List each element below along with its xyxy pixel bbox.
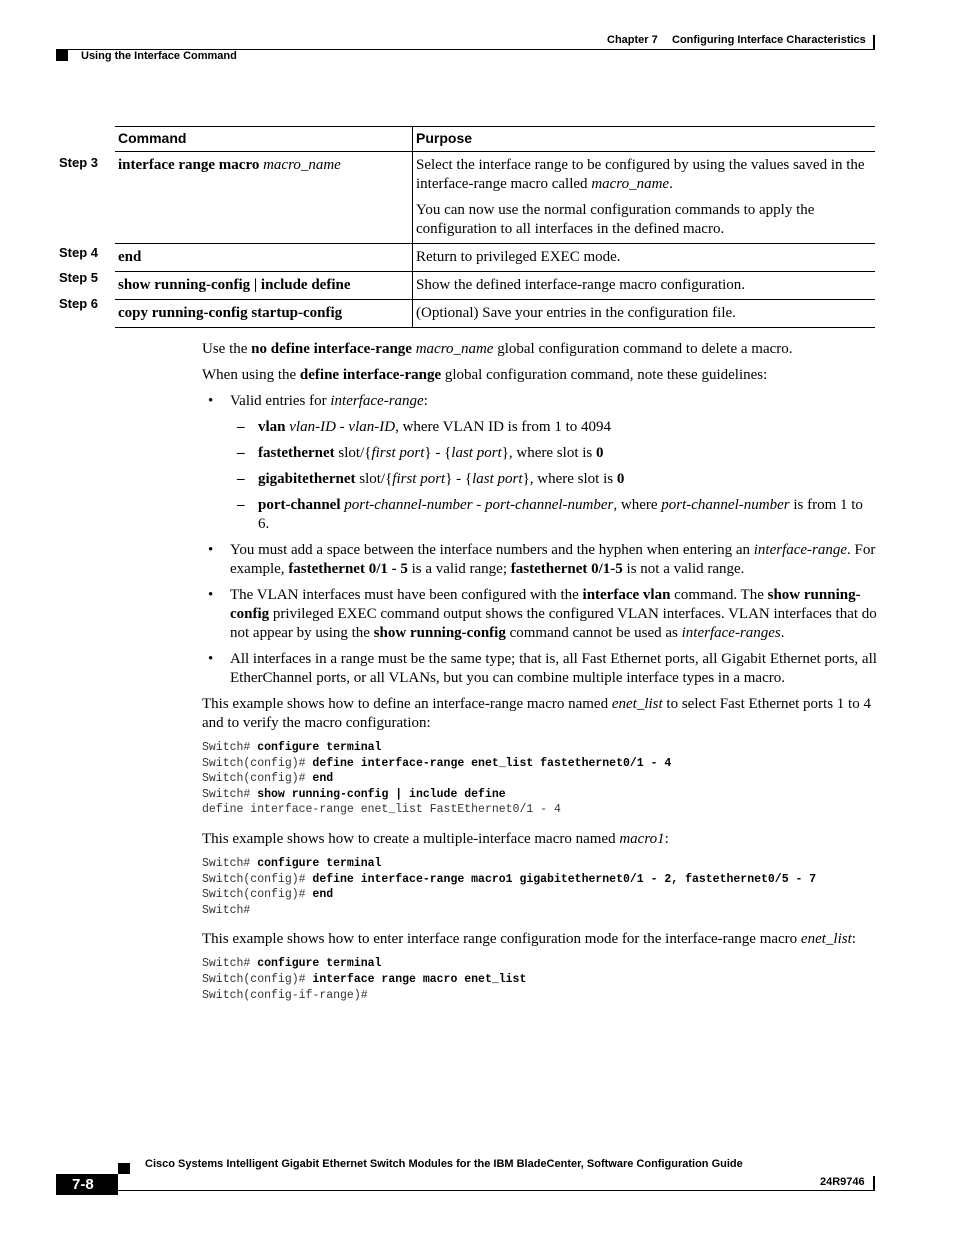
command-cell: show running-config | include define xyxy=(115,272,413,300)
body-text xyxy=(202,340,877,1015)
step-label: Step 6 xyxy=(59,296,99,311)
purpose-cell: Select the interface range to be configured by using the values saved in the interface-range macro called macro_name. You can now use the normal configuration commands to apply the configuration to all interfaces in the defined macro. xyxy=(413,152,876,244)
command-table xyxy=(115,126,875,328)
list-item: • You must add a space between the interface numbers and the hyphen when entering an interface-range. For example, fastethernet 0/1 - 5 is a valid range; fastethernet 0/1-5 is not a valid range. xyxy=(208,542,876,577)
sub-list-item: – port-channel port-channel-number - port-channel-number, where port-channel-number is from 1 to 6. xyxy=(237,497,863,532)
purpose-cell: Return to privileged EXEC mode. xyxy=(413,244,876,272)
column-header-command: Command xyxy=(115,127,413,152)
command-cell: copy running-config startup-config xyxy=(115,300,413,328)
chapter-label: Chapter 7 xyxy=(607,34,658,46)
paragraph: When using the define interface-range global configuration command, note these guidelines: xyxy=(202,367,768,383)
table-row xyxy=(115,300,875,328)
step-label: Step 3 xyxy=(59,155,99,170)
footer-vertical-rule xyxy=(873,1176,875,1191)
table-row xyxy=(115,152,875,244)
document-id: 24R9746 xyxy=(820,1176,865,1188)
step-label: Step 5 xyxy=(59,270,99,285)
sub-list-item: – fastethernet slot/{first port} - {last port}, where slot is 0 xyxy=(237,445,604,461)
chapter-title: Configuring Interface Characteristics xyxy=(672,34,866,46)
header-vertical-rule xyxy=(873,35,875,50)
purpose-cell: Show the defined interface-range macro configuration. xyxy=(413,272,876,300)
paragraph: This example shows how to enter interface range configuration mode for the interface-range macro enet_list: xyxy=(202,931,856,948)
footer-title: Cisco Systems Intelligent Gigabit Ethernet Switch Modules for the IBM BladeCenter, Software Configuration Guide xyxy=(145,1158,743,1170)
list-item: • The VLAN interfaces must have been configured with the interface vlan command. The show running-config privileged EXEC command output shows the configured VLAN interfaces. VLAN interfaces that do not appear by using the show running-config command cannot be used as interface-ranges. xyxy=(208,587,877,641)
code-example: Switch# configure terminal Switch(config)# interface range macro enet_list Switch(config-if-range)# xyxy=(202,957,527,1002)
column-header-purpose: Purpose xyxy=(413,127,876,152)
step-label: Step 4 xyxy=(59,245,99,260)
paragraph: Use the no define interface-range macro_name global configuration command to delete a macro. xyxy=(202,341,793,357)
list-item: • Valid entries for interface-range: xyxy=(208,393,428,409)
list-item: • All interfaces in a range must be the same type; that is, all Fast Ethernet ports, all Gigabit Ethernet ports, all EtherChannel ports, or all VLANs, but you can combine multiple interface types in a macro. xyxy=(208,651,877,686)
sub-list-item: – gigabitethernet slot/{first port} - {last port}, where slot is 0 xyxy=(237,471,625,487)
purpose-cell: (Optional) Save your entries in the configuration file. xyxy=(413,300,876,328)
header-square xyxy=(56,50,68,61)
paragraph: This example shows how to define an interface-range macro named enet_list to select Fast Ethernet ports 1 to 4 and to verify the macro configuration: xyxy=(202,696,871,731)
code-example: Switch# configure terminal Switch(config)# define interface-range macro1 gigabitethernet0/1 - 2, fastethernet0/5 - 7 Switch(config)# end Switch# xyxy=(202,856,817,917)
sub-list-item: – vlan vlan-ID - vlan-ID, where VLAN ID is from 1 to 4094 xyxy=(237,419,612,435)
table-row xyxy=(115,272,875,300)
command-cell: end xyxy=(115,244,413,272)
footer-rule xyxy=(118,1190,875,1191)
footer-square xyxy=(118,1163,130,1174)
command-cell: interface range macro macro_name xyxy=(115,152,413,244)
table-row xyxy=(115,244,875,272)
page-number: 7-8 xyxy=(72,1176,94,1193)
section-title: Using the Interface Command xyxy=(81,50,237,62)
paragraph: This example shows how to create a multiple-interface macro named macro1: xyxy=(202,830,669,847)
code-example: Switch# configure terminal Switch(config)# define interface-range enet_list fastethernet0/1 - 4 Switch(config)# end Switch# show running-config | include define define interface-range enet_list FastEthernet0/1 - 4 xyxy=(202,741,672,817)
